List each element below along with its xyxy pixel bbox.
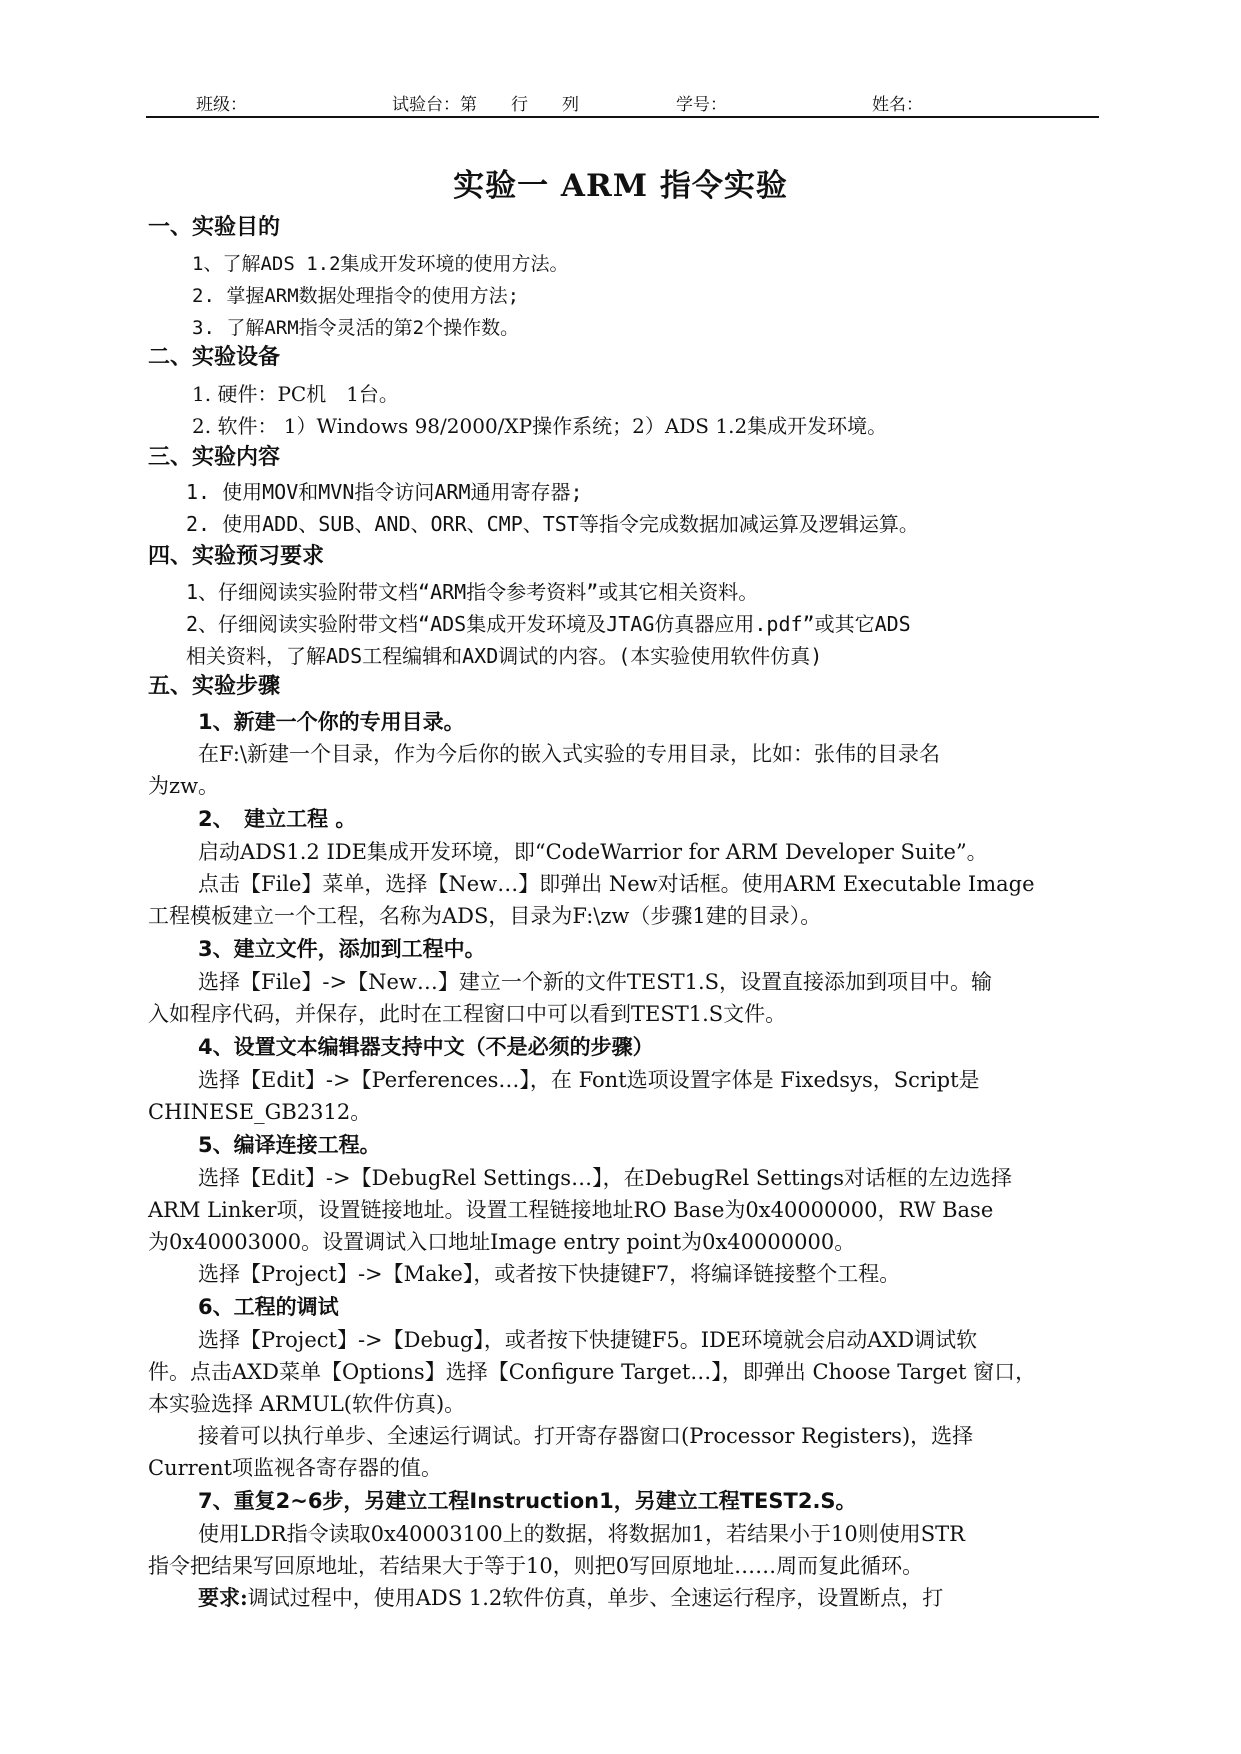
section-heading-content: 三、实验内容 <box>148 445 281 470</box>
step-text: 选择【Edit】->【Perferences…】，在 Font选项设置字体是 Fixedsys，Script是 <box>198 1068 980 1092</box>
step-text: 选择【Project】->【Make】，或者按下快捷键F7，将编译链接整个工程。 <box>198 1262 901 1286</box>
step-title: 1、新建一个你的专用目录。 <box>198 710 465 734</box>
step-text: 工程模板建立一个工程，名称为ADS，目录为F:\zw（步骤1建的目录）。 <box>148 904 822 928</box>
content-item: 2. 使用ADD、SUB、AND、ORR、CMP、TST等指令完成数据加减运算及逻辑运算。 <box>186 512 919 536</box>
preview-item: 相关资料，了解ADS工程编辑和AXD调试的内容。(本实验使用软件仿真) <box>186 644 823 668</box>
step-text: 本实验选择 ARMUL(软件仿真)。 <box>148 1392 466 1416</box>
section-heading-equipment: 二、实验设备 <box>148 345 281 370</box>
step-text: 启动ADS1.2 IDE集成开发环境，即“CodeWarrior for ARM Developer Suite”。 <box>198 840 988 864</box>
step-text: 选择【Edit】->【DebugRel Settings…】，在DebugRel Settings对话框的左边选择 <box>198 1166 1013 1190</box>
step-title: 4、设置文本编辑器支持中文（不是必须的步骤） <box>198 1035 654 1059</box>
purpose-item: 1、了解ADS 1.2集成开发环境的使用方法。 <box>192 253 569 275</box>
class-label: 班级： <box>196 95 247 115</box>
step-text: 入如程序代码，并保存，此时在工程窗口中可以看到TEST1.S文件。 <box>148 1002 787 1026</box>
step-text: 为0x40003000。设置调试入口地址Image entry point为0x40000000。 <box>148 1230 856 1254</box>
requirement-label: 要求: <box>198 1585 248 1610</box>
equipment-item: 1. 硬件：PC机 1台。 <box>192 382 399 406</box>
page-title: 实验一 ARM 指令实验 <box>453 168 788 204</box>
step-text: CHINESE_GB2312。 <box>148 1100 372 1124</box>
content-item: 1. 使用MOV和MVN指令访问ARM通用寄存器; <box>186 480 583 504</box>
purpose-item: 3. 了解ARM指令灵活的第2个操作数。 <box>192 317 520 339</box>
step-text: 为zw。 <box>148 774 220 798</box>
step-text: 选择【Project】->【Debug】，或者按下快捷键F5。IDE环境就会启动AXD调试软 <box>198 1328 978 1352</box>
step-text: Current项监视各寄存器的值。 <box>148 1456 443 1480</box>
section-heading-steps: 五、实验步骤 <box>148 674 281 699</box>
preview-item: 2、仔细阅读实验附带文档“ADS集成开发环境及JTAG仿真器应用.pdf”或其它ADS <box>186 612 911 636</box>
purpose-item: 2. 掌握ARM数据处理指令的使用方法; <box>192 285 520 307</box>
step-title: 5、编译连接工程。 <box>198 1133 381 1157</box>
step-text: 在F:\新建一个目录，作为今后你的嵌入式实验的专用目录，比如：张伟的目录名 <box>198 742 940 766</box>
name-label: 姓名： <box>872 95 923 115</box>
student-id-label: 学号： <box>676 95 727 115</box>
preview-item: 1、仔细阅读实验附带文档“ARM指令参考资料”或其它相关资料。 <box>186 580 759 604</box>
step-title: 7、重复2~6步，另建立工程Instruction1，另建立工程TEST2.S。 <box>198 1489 857 1513</box>
step-title: 6、工程的调试 <box>198 1295 339 1319</box>
step-text: 点击【File】菜单，选择【New…】即弹出 New对话框。使用ARM Executable Image <box>198 872 1035 896</box>
requirement-text: 调试过程中，使用ADS 1.2软件仿真，单步、全速运行程序，设置断点，打 <box>247 1586 944 1610</box>
bench-label: 试验台：第 行 列 <box>392 95 579 115</box>
step-text: 选择【File】->【New…】建立一个新的文件TEST1.S，设置直接添加到项目中。输 <box>198 970 993 994</box>
step-text: ARM Linker项，设置链接地址。设置工程链接地址RO Base为0x40000000，RW Base <box>148 1198 994 1222</box>
requirement-line <box>198 1584 943 1612</box>
step-title: 2、 建立工程 。 <box>198 807 357 831</box>
section-heading-preview: 四、实验预习要求 <box>148 544 325 569</box>
page-header <box>146 86 1099 118</box>
step-title: 3、建立文件，添加到工程中。 <box>198 937 486 961</box>
step-text: 件。点击AXD菜单【Options】选择【Configure Target…】，即弹出 Choose Target 窗口， <box>148 1360 1037 1384</box>
step-text: 指令把结果写回原地址，若结果大于等于10，则把0写回原地址……周而复此循环。 <box>148 1554 924 1578</box>
section-heading-purpose: 一、实验目的 <box>148 215 281 240</box>
equipment-item: 2. 软件： 1）Windows 98/2000/XP操作系统；2）ADS 1.2集成开发环境。 <box>192 414 888 438</box>
step-text: 使用LDR指令读取0x40003100上的数据，将数据加1，若结果小于10则使用STR <box>198 1522 965 1546</box>
step-text: 接着可以执行单步、全速运行调试。打开寄存器窗口(Processor Registers)，选择 <box>198 1424 974 1448</box>
